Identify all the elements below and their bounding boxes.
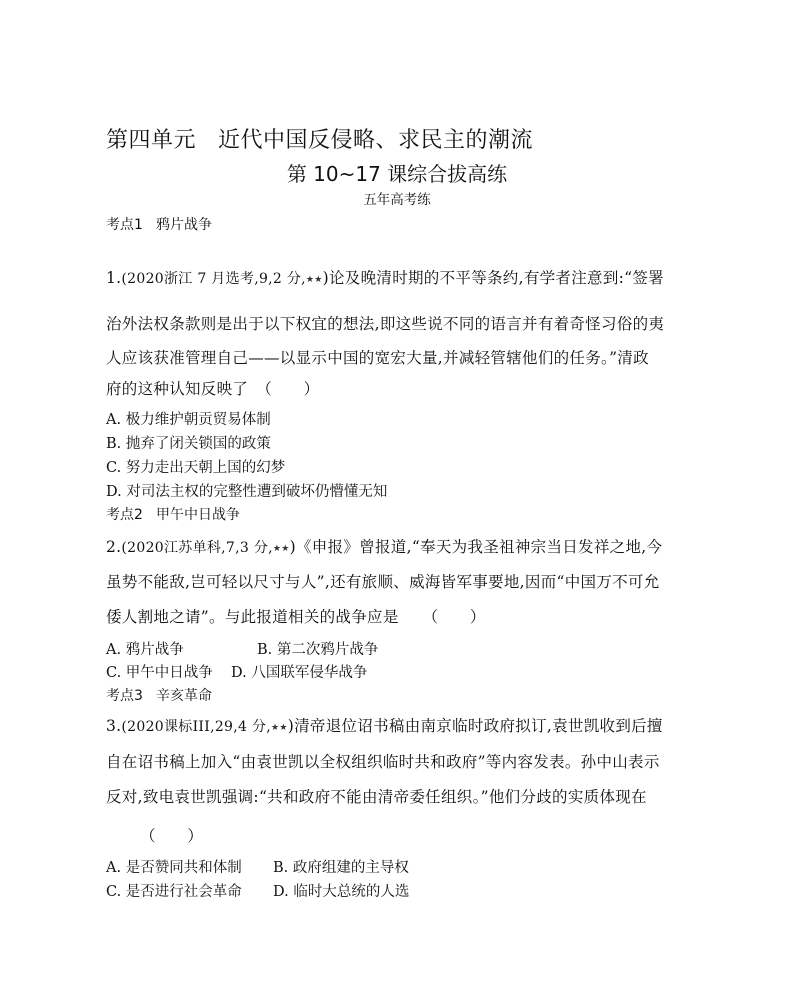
q1-line-2: 治外法权条款则是出于以下权宜的想法,即这些说不同的语言并有着奇怪习俗的夷 xyxy=(106,315,665,333)
q2-option-d[interactable]: D. 八国联军侵华战争 xyxy=(231,665,368,681)
q2-number: 2. xyxy=(106,538,122,556)
difficulty-stars-icon: ★★ xyxy=(272,544,290,554)
q1-line-4: 府的这种认知反映了 （ ） xyxy=(106,380,320,398)
q3-source: (2020课标III,29,4 分, xyxy=(121,719,271,735)
q2-source: (2020江苏单科,7,3 分, xyxy=(121,540,273,556)
difficulty-stars-icon: ★★ xyxy=(271,723,288,733)
q2-line-2: 虽势不能敌,岂可轻以尺寸与人”,还有旅顺、威海皆军事要地,因而“中国万不可允 xyxy=(106,573,660,591)
section-heading-2: 考点2 甲午中日战争 xyxy=(106,507,240,523)
q3-option-c[interactable]: C. 是否进行社会革命 xyxy=(106,884,242,900)
q3-number: 3. xyxy=(106,717,122,735)
q3-option-d[interactable]: D. 临时大总统的人选 xyxy=(273,884,410,900)
difficulty-stars-icon: ★★ xyxy=(305,275,323,285)
unit-name: 近代中国反侵略、求民主的潮流 xyxy=(218,128,534,153)
q1-line-1: 1.(2020浙江 7 月选考,9,2 分,★★)论及晚清时期的不平等条约,有学者注意到:“签署 xyxy=(106,269,664,287)
q2-option-a[interactable]: A. 鸦片战争 xyxy=(106,642,184,658)
section-heading-3: 考点3 辛亥革命 xyxy=(106,688,212,704)
section-heading-1: 考点1 鸦片战争 xyxy=(106,217,212,233)
q1-option-d[interactable]: D. 对司法主权的完整性遭到破坏仍懵懂无知 xyxy=(106,484,388,500)
q3-line-3: 反对,致电袁世凯强调:“共和政府不能由清帝委任组织。”他们分歧的实质体现在 xyxy=(106,788,647,806)
q3-line-2: 自在诏书稿上加入“由袁世凯以全权组织临时共和政府”等内容发表。孙中山表示 xyxy=(106,753,660,771)
q3-option-b[interactable]: B. 政府组建的主导权 xyxy=(273,860,409,876)
unit-number: 第四单元 xyxy=(106,128,197,153)
q3-answer-blank: （ ） xyxy=(140,827,204,845)
unit-title xyxy=(106,123,533,154)
q1-line-3: 人应该获准管理自己——以显示中国的宽宏大量,并减轻管辖他们的任务。”清政 xyxy=(106,349,649,367)
q1-number: 1. xyxy=(106,269,122,287)
lesson-title: 第 10~17 课综合拔高练 xyxy=(286,162,508,186)
q2-option-b[interactable]: B. 第二次鸦片战争 xyxy=(257,642,379,658)
q1-option-b[interactable]: B. 抛弃了闭关锁国的政策 xyxy=(106,436,271,452)
q1-option-c[interactable]: C. 努力走出天朝上国的幻梦 xyxy=(106,460,286,476)
q3-line-1: 3.(2020课标III,29,4 分,★★)清帝退位诏书稿由南京临时政府拟订,袁世凯收到后擅 xyxy=(106,717,663,735)
q1-source: (2020浙江 7 月选考,9,2 分, xyxy=(121,271,306,287)
q1-option-a[interactable]: A. 极力维护朝贡贸易体制 xyxy=(106,412,271,428)
q2-line-1: 2.(2020江苏单科,7,3 分,★★)《申报》曾报道,“奉天为我圣祖神宗当日发祥之地,今 xyxy=(106,538,663,556)
q2-line-3: 倭人割地之请”。与此报道相关的战争应是 （ ） xyxy=(106,608,486,626)
q2-option-c[interactable]: C. 甲午中日战争 xyxy=(106,665,213,681)
subtitle: 五年高考练 xyxy=(363,192,431,208)
q3-option-a[interactable]: A. 是否赞同共和体制 xyxy=(106,860,242,876)
